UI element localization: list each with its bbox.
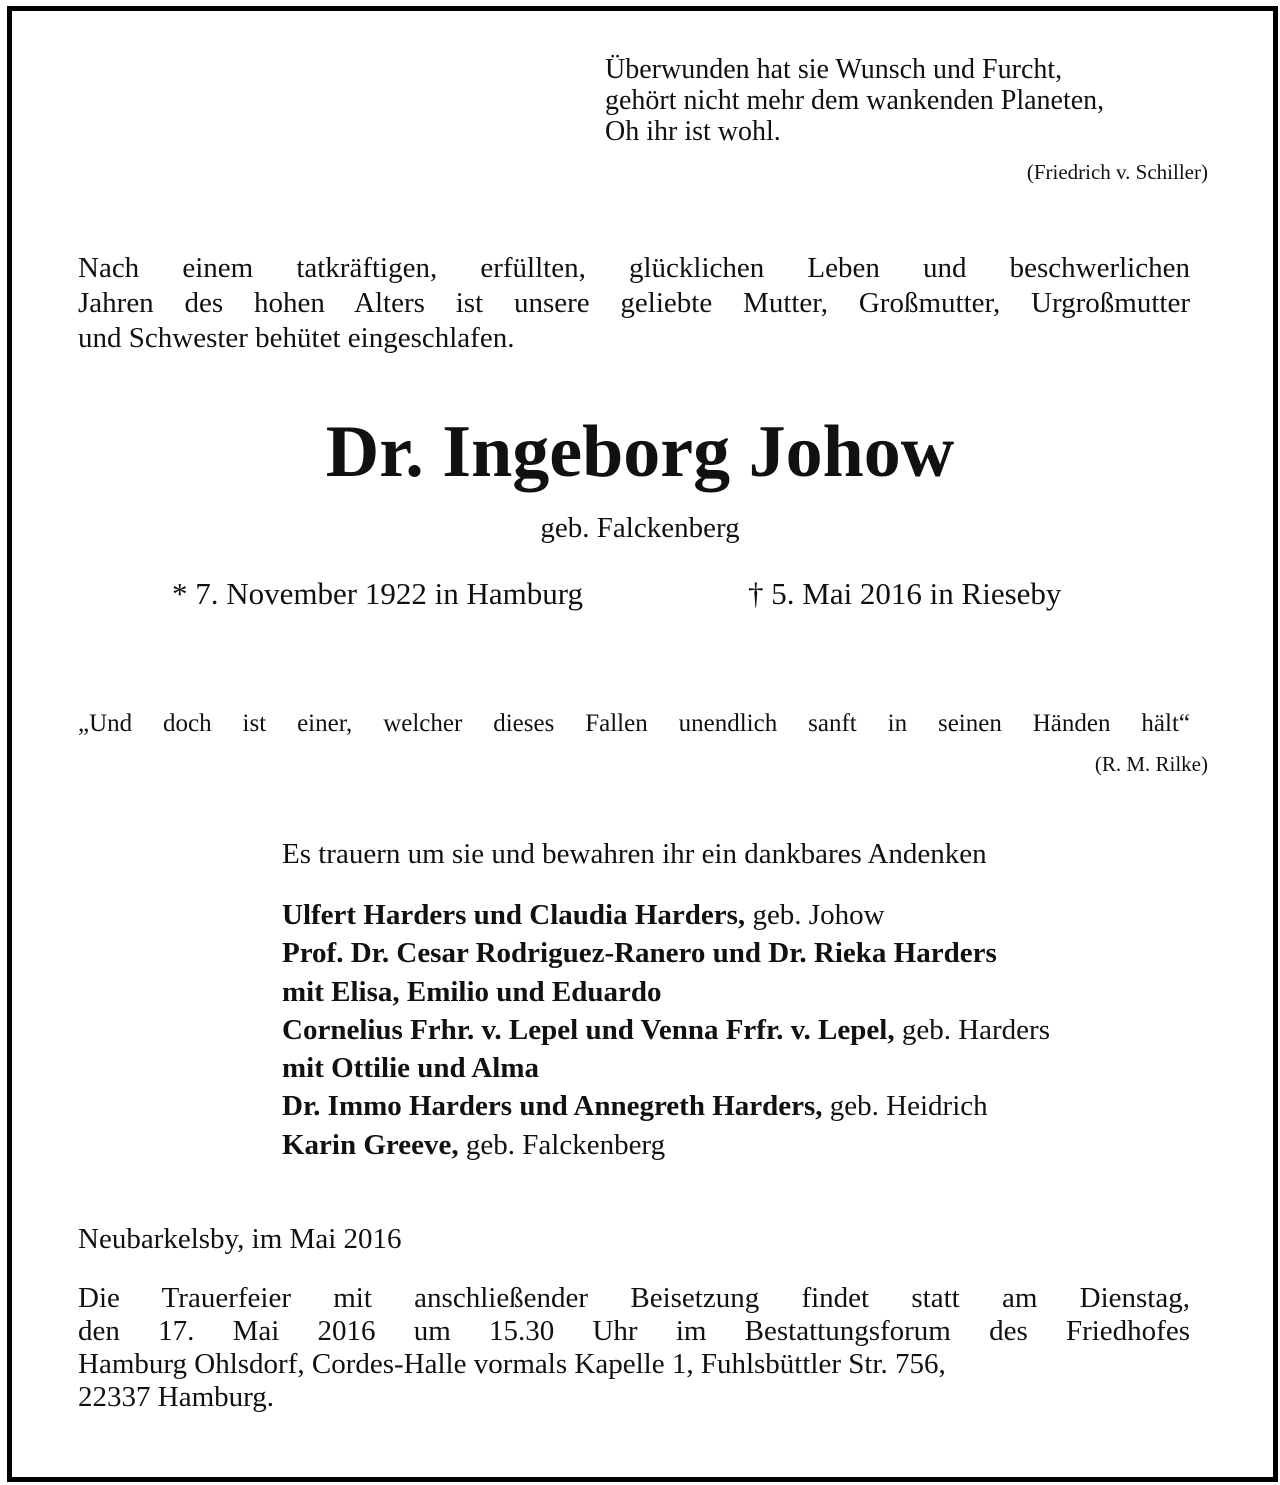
funeral-paragraph — [78, 1282, 1190, 1414]
mourners-intro: Es trauern um sie und bewahren ihr ein dankbares Andenken — [282, 838, 987, 870]
intro-line: und Schwester behütet eingeschlafen. — [78, 322, 515, 354]
mourner-row — [282, 973, 1050, 1011]
intro-paragraph — [78, 251, 1190, 356]
intro-line: Jahren des hohen Alters ist unsere geliebte Mutter, Großmutter, Urgroßmutter — [78, 287, 1190, 319]
mourner-name: Dr. Immo Harders und Annegreth Harders, — [282, 1090, 823, 1123]
mourner-name: mit Ottilie und Alma — [282, 1052, 539, 1085]
schiller-poem — [605, 54, 1104, 147]
funeral-line: Hamburg Ohlsdorf, Cordes-Halle vormals Kapelle 1, Fuhlsbüttler Str. 756, — [78, 1348, 946, 1380]
mourner-name: Ulfert Harders und Claudia Harders, — [282, 899, 746, 931]
mourners-list — [282, 896, 1050, 1164]
mourner-note: geb. Johow — [745, 899, 885, 931]
mourner-note: geb. Falckenberg — [458, 1128, 666, 1161]
mourner-note: geb. Harders — [894, 1013, 1051, 1046]
funeral-line: den 17. Mai 2016 um 15.30 Uhr im Bestattungsforum des Friedhofes — [78, 1315, 1190, 1347]
birth-date: * 7. November 1922 in Hamburg — [172, 576, 583, 611]
poem-line: Oh ihr ist wohl. — [605, 116, 781, 147]
funeral-line: 22337 Hamburg. — [78, 1381, 275, 1413]
death-date: † 5. Mai 2016 in Rieseby — [748, 576, 1062, 611]
mourner-name: Cornelius Frhr. v. Lepel und Venna Frfr. v. Lepel, — [282, 1013, 895, 1046]
rilke-quote: „Und doch ist einer, welcher dieses Fallen unendlich sanft in seinen Händen hält“ — [78, 710, 1190, 737]
mourner-note: geb. Heidrich — [822, 1090, 988, 1123]
mourner-row — [282, 1126, 1050, 1164]
poem-line: Überwunden hat sie Wunsch und Furcht, — [605, 54, 1063, 85]
mourner-row — [282, 896, 1050, 934]
mourner-name: Prof. Dr. Cesar Rodriguez-Ranero und Dr. Rieka Harders — [282, 937, 997, 970]
mourner-name: Karin Greeve, — [282, 1128, 459, 1161]
poem-line: gehört nicht mehr dem wankenden Planeten, — [605, 85, 1105, 116]
maiden-name: geb. Falckenberg — [540, 512, 740, 544]
intro-line: Nach einem tatkräftigen, erfüllten, glücklichen Leben und beschwerlichen — [78, 252, 1190, 284]
place-date: Neubarkelsby, im Mai 2016 — [78, 1223, 402, 1255]
mourner-row — [282, 1087, 1050, 1125]
mourner-name: mit Elisa, Emilio und Eduardo — [282, 975, 662, 1008]
deceased-name: Dr. Ingeborg Johow — [325, 411, 955, 493]
rilke-author: (R. M. Rilke) — [1094, 752, 1208, 776]
funeral-line: Die Trauerfeier mit anschließender Beisetzung findet statt am Dienstag, — [78, 1282, 1190, 1314]
mourner-row — [282, 934, 1050, 972]
poem-author: (Friedrich v. Schiller) — [1026, 160, 1208, 184]
notice-frame — [7, 6, 1278, 1482]
mourner-row — [282, 1011, 1050, 1049]
mourner-row — [282, 1049, 1050, 1087]
